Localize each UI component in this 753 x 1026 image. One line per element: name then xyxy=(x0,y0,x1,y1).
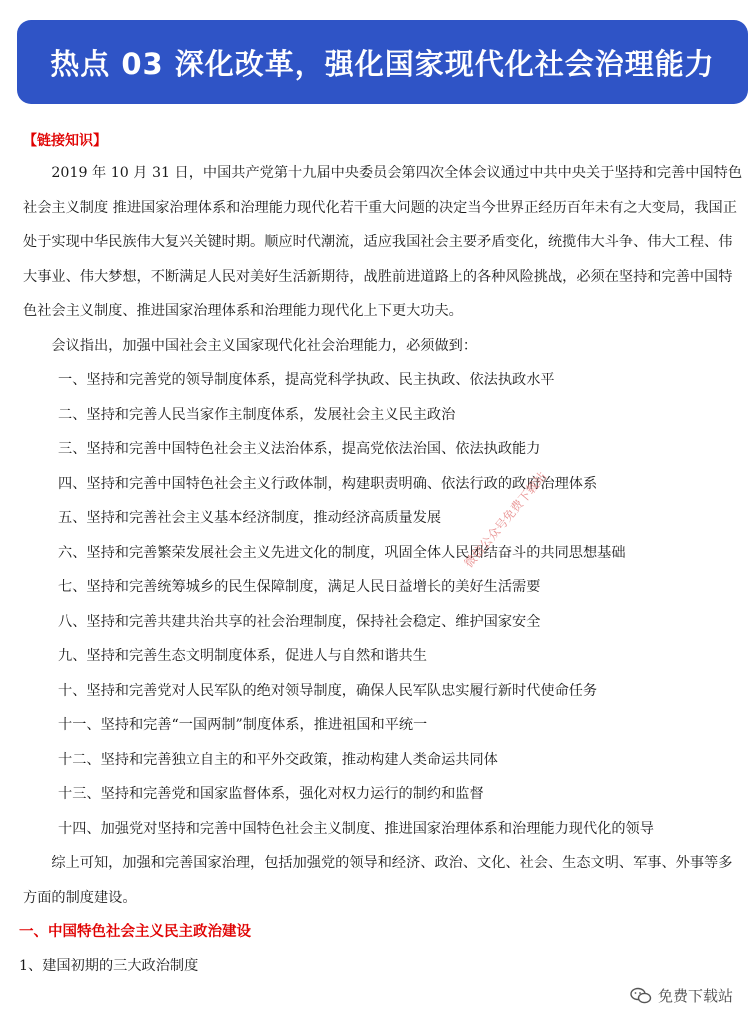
list-item: 八、坚持和完善共建共治共享的社会治理制度，保持社会稳定、维护国家安全 xyxy=(58,613,541,630)
list-item: 十、坚持和完善党对人民军队的绝对领导制度，确保人民军队忠实履行新时代使命任务 xyxy=(58,682,598,699)
list-item: 九、坚持和完善生态文明制度体系，促进人与自然和谐共生 xyxy=(58,648,427,664)
list-item: 十二、坚持和完善独立自主的和平外交政策，推动构建人类命运共同体 xyxy=(58,751,498,768)
requirements-list xyxy=(23,363,743,846)
summary-paragraph: 综上可知，加强和完善国家治理，包括加强党的领导和经济、政治、文化、社会、生态文明、军事、外事等多方面的制度建设。 xyxy=(23,855,733,906)
document-body xyxy=(19,130,743,983)
page-title: 热点 03 深化改革，强化国家现代化社会治理能力 xyxy=(50,46,715,81)
list-item: 十四、加强党对坚持和完善中国特色社会主义制度、推进国家治理体系和治理能力现代化的领导 xyxy=(58,820,654,837)
list-item: 七、坚持和完善统筹城乡的民生保障制度，满足人民日益增长的美好生活需要 xyxy=(58,579,541,595)
meeting-paragraph: 会议指出，加强中国社会主义国家现代化社会治理能力，必须做到： xyxy=(51,337,478,354)
list-item: 十一、坚持和完善“一国两制”制度体系，推进祖国和平统一 xyxy=(58,717,428,733)
list-item: 五、坚持和完善社会主义基本经济制度，推动经济高质量发展 xyxy=(58,510,442,526)
list-item: 三、坚持和完善中国特色社会主义法治体系，提高党依法治国、依法执政能力 xyxy=(58,441,541,457)
section-label: 【链接知识】 xyxy=(23,133,107,149)
wechat-logo xyxy=(630,985,733,1006)
list-item: 十三、坚持和完善党和国家监督体系，强化对权力运行的制约和监督 xyxy=(58,786,484,802)
list-item: 六、坚持和完善繁荣发展社会主义先进文化的制度，巩固全体人民团结奋斗的共同思想基础 xyxy=(58,544,626,561)
title-banner xyxy=(17,20,748,104)
wechat-icon xyxy=(630,987,652,1005)
list-item: 四、坚持和完善中国特色社会主义行政体制，构建职责明确、依法行政的政府治理体系 xyxy=(58,475,598,492)
watermark: 微信公众号免费下载站 xyxy=(461,469,550,571)
section-heading: 一、中国特色社会主义民主政治建设 xyxy=(19,923,251,940)
list-item: 一、坚持和完善党的领导制度体系，提高党科学执政、民主执政、依法执政水平 xyxy=(58,372,555,388)
intro-paragraph: 2019 年 10 月 31 日，中国共产党第十九届中央委员会第四次全体会议通过中共中央关于坚持和完善中国特色社会主义制度 推进国家治理体系和治理能力现代化若干重大问题的决定当今世界正经历百年未有之大变局，我国正处于实现中华民族伟大复兴关键时期。顺应时代潮流，适应我国社会主要矛盾变化，统揽伟大斗争、伟大工程、伟大事业、伟大梦想，不断满足人民对美好生活新期待，战胜前进道路上的各种风险挑战，必须在坚持和完善中国特色社会主义制度、推进国家治理体系和治理能力现代化上下更大功夫。 xyxy=(23,165,743,319)
sub-item: 1、建国初期的三大政治制度 xyxy=(19,958,199,974)
logo-text: 免费下载站 xyxy=(657,987,733,1005)
list-item: 二、坚持和完善人民当家作主制度体系，发展社会主义民主政治 xyxy=(58,406,456,423)
